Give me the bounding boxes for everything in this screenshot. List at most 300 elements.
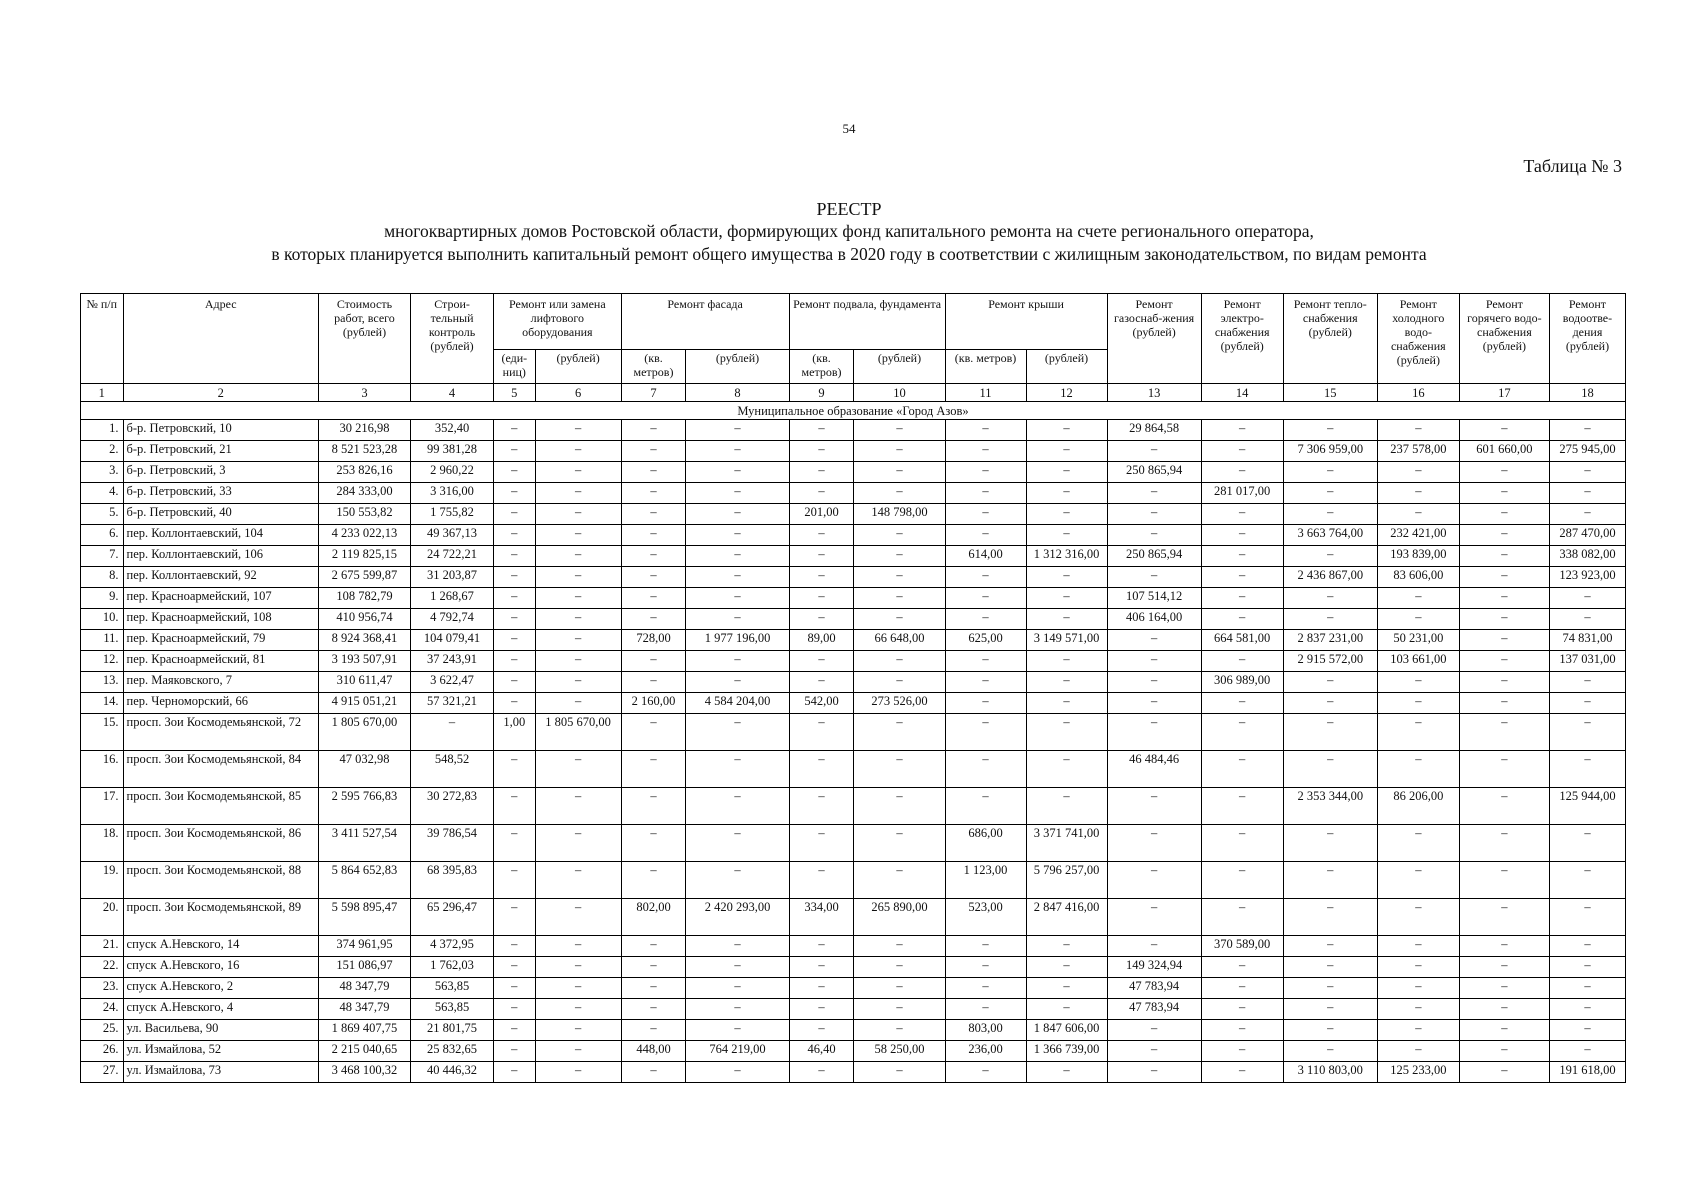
table-row: [81, 788, 1626, 825]
cell-row-number: 25.: [81, 1020, 124, 1041]
cell-construction-control: 1 762,03: [411, 957, 494, 978]
cell-electric-rub: –: [1201, 714, 1283, 751]
cell-heat-rub: –: [1283, 978, 1377, 999]
cell-row-number: 24.: [81, 999, 124, 1020]
cell-gas-rub: 250 865,94: [1107, 546, 1201, 567]
cell-hotwater-rub: –: [1459, 825, 1549, 862]
cell-lift-rub: –: [535, 504, 621, 525]
cell-lift-units: –: [494, 788, 536, 825]
cell-electric-rub: –: [1201, 751, 1283, 788]
cell-construction-control: 2 960,22: [411, 462, 494, 483]
cell-roof-rub: 1 366 739,00: [1026, 1041, 1107, 1062]
cell-facade-rub: –: [686, 714, 789, 751]
cell-roof-sqm: –: [945, 651, 1026, 672]
cell-gas-rub: –: [1107, 441, 1201, 462]
cell-gas-rub: 47 783,94: [1107, 999, 1201, 1020]
cell-address: ул. Измайлова, 52: [123, 1041, 318, 1062]
cell-roof-sqm: –: [945, 567, 1026, 588]
cell-basement-rub: 148 798,00: [854, 504, 945, 525]
cell-coldwater-rub: –: [1377, 936, 1459, 957]
cell-lift-units: –: [494, 1020, 536, 1041]
cell-basement-sqm: –: [789, 936, 854, 957]
cell-hotwater-rub: –: [1459, 999, 1549, 1020]
cell-roof-sqm: 625,00: [945, 630, 1026, 651]
cell-lift-units: –: [494, 441, 536, 462]
cell-construction-control: 99 381,28: [411, 441, 494, 462]
cell-coldwater-rub: –: [1377, 957, 1459, 978]
cell-roof-rub: –: [1026, 788, 1107, 825]
cell-facade-sqm: –: [621, 999, 686, 1020]
cell-facade-sqm: –: [621, 751, 686, 788]
cell-basement-rub: –: [854, 862, 945, 899]
cell-coldwater-rub: –: [1377, 588, 1459, 609]
cell-heat-rub: 2 353 344,00: [1283, 788, 1377, 825]
cell-construction-control: 37 243,91: [411, 651, 494, 672]
cell-cost-total: 150 553,82: [318, 504, 410, 525]
header-facade: Ремонт фасада: [621, 294, 789, 350]
cell-gas-rub: 406 164,00: [1107, 609, 1201, 630]
cell-cost-total: 2 119 825,15: [318, 546, 410, 567]
cell-roof-rub: –: [1026, 693, 1107, 714]
cell-row-number: 12.: [81, 651, 124, 672]
cell-lift-rub: –: [535, 788, 621, 825]
column-number: 15: [1283, 384, 1377, 402]
cell-construction-control: 68 395,83: [411, 862, 494, 899]
cell-construction-control: 25 832,65: [411, 1041, 494, 1062]
cell-lift-units: –: [494, 1062, 536, 1083]
cell-gas-rub: –: [1107, 651, 1201, 672]
cell-cost-total: 310 611,47: [318, 672, 410, 693]
table-row: [81, 899, 1626, 936]
cell-lift-units: –: [494, 957, 536, 978]
cell-gas-rub: –: [1107, 1041, 1201, 1062]
cell-basement-sqm: –: [789, 714, 854, 751]
cell-lift-rub: –: [535, 957, 621, 978]
cell-row-number: 4.: [81, 483, 124, 504]
cell-coldwater-rub: –: [1377, 609, 1459, 630]
header-coldwater: Ремонт холодного водо-снабжения (рублей): [1377, 294, 1459, 384]
cell-address: просп. Зои Космодемьянской, 72: [123, 714, 318, 751]
table-row: [81, 978, 1626, 999]
cell-facade-rub: –: [686, 999, 789, 1020]
cell-facade-rub: 2 420 293,00: [686, 899, 789, 936]
header-basement: Ремонт подвала, фундамента: [789, 294, 945, 350]
cell-facade-rub: –: [686, 420, 789, 441]
cell-row-number: 5.: [81, 504, 124, 525]
subheader-lift-rub: (рублей): [535, 350, 621, 384]
cell-lift-units: –: [494, 693, 536, 714]
cell-facade-sqm: –: [621, 462, 686, 483]
cell-row-number: 17.: [81, 788, 124, 825]
cell-hotwater-rub: –: [1459, 420, 1549, 441]
cell-gas-rub: 149 324,94: [1107, 957, 1201, 978]
cell-roof-rub: –: [1026, 462, 1107, 483]
cell-cost-total: 1 869 407,75: [318, 1020, 410, 1041]
cell-construction-control: 49 367,13: [411, 525, 494, 546]
cell-sewer-rub: –: [1549, 999, 1625, 1020]
cell-heat-rub: –: [1283, 672, 1377, 693]
column-number: 17: [1459, 384, 1549, 402]
cell-facade-rub: –: [686, 672, 789, 693]
cell-facade-rub: –: [686, 588, 789, 609]
cell-roof-sqm: 803,00: [945, 1020, 1026, 1041]
cell-basement-rub: –: [854, 525, 945, 546]
cell-lift-units: –: [494, 825, 536, 862]
cell-heat-rub: –: [1283, 420, 1377, 441]
cell-electric-rub: –: [1201, 567, 1283, 588]
cell-hotwater-rub: –: [1459, 751, 1549, 788]
cell-gas-rub: 47 783,94: [1107, 978, 1201, 999]
cell-construction-control: 40 446,32: [411, 1062, 494, 1083]
cell-coldwater-rub: –: [1377, 504, 1459, 525]
cell-facade-rub: –: [686, 978, 789, 999]
cell-electric-rub: –: [1201, 693, 1283, 714]
cell-basement-rub: –: [854, 420, 945, 441]
cell-roof-sqm: –: [945, 936, 1026, 957]
cell-sewer-rub: –: [1549, 862, 1625, 899]
cell-coldwater-rub: –: [1377, 714, 1459, 751]
header-num: № п/п: [81, 294, 124, 384]
header-lift: Ремонт или замена лифтового оборудования: [494, 294, 622, 350]
cell-roof-sqm: –: [945, 588, 1026, 609]
cell-electric-rub: 370 589,00: [1201, 936, 1283, 957]
table-row: [81, 462, 1626, 483]
column-number: 12: [1026, 384, 1107, 402]
header-control: Строи-тельный контроль (рублей): [411, 294, 494, 384]
cell-roof-rub: –: [1026, 567, 1107, 588]
cell-facade-rub: –: [686, 788, 789, 825]
cell-lift-units: –: [494, 899, 536, 936]
cell-hotwater-rub: –: [1459, 546, 1549, 567]
cell-coldwater-rub: –: [1377, 462, 1459, 483]
cell-construction-control: 352,40: [411, 420, 494, 441]
cell-hotwater-rub: –: [1459, 588, 1549, 609]
cell-lift-units: –: [494, 978, 536, 999]
cell-lift-rub: –: [535, 462, 621, 483]
table-row: [81, 751, 1626, 788]
cell-construction-control: 57 321,21: [411, 693, 494, 714]
cell-roof-sqm: 614,00: [945, 546, 1026, 567]
cell-electric-rub: –: [1201, 441, 1283, 462]
cell-construction-control: 1 755,82: [411, 504, 494, 525]
cell-lift-units: –: [494, 420, 536, 441]
cell-facade-sqm: –: [621, 978, 686, 999]
cell-electric-rub: –: [1201, 862, 1283, 899]
cell-roof-sqm: –: [945, 978, 1026, 999]
cell-row-number: 15.: [81, 714, 124, 751]
cell-basement-rub: –: [854, 751, 945, 788]
cell-cost-total: 410 956,74: [318, 609, 410, 630]
cell-roof-sqm: –: [945, 751, 1026, 788]
cell-sewer-rub: 287 470,00: [1549, 525, 1625, 546]
cell-facade-sqm: –: [621, 672, 686, 693]
cell-row-number: 21.: [81, 936, 124, 957]
cell-coldwater-rub: –: [1377, 999, 1459, 1020]
cell-facade-sqm: –: [621, 483, 686, 504]
cell-cost-total: 4 233 022,13: [318, 525, 410, 546]
cell-coldwater-rub: –: [1377, 483, 1459, 504]
cell-construction-control: 39 786,54: [411, 825, 494, 862]
cell-sewer-rub: –: [1549, 1041, 1625, 1062]
cell-basement-sqm: 201,00: [789, 504, 854, 525]
cell-basement-sqm: –: [789, 462, 854, 483]
cell-cost-total: 374 961,95: [318, 936, 410, 957]
cell-electric-rub: –: [1201, 957, 1283, 978]
cell-basement-sqm: –: [789, 751, 854, 788]
subheader-basement-sqm: (кв. метров): [789, 350, 854, 384]
cell-electric-rub: –: [1201, 609, 1283, 630]
cell-address: ул. Васильева, 90: [123, 1020, 318, 1041]
cell-electric-rub: –: [1201, 1062, 1283, 1083]
column-number: 10: [854, 384, 945, 402]
cell-basement-sqm: –: [789, 546, 854, 567]
cell-lift-rub: –: [535, 1041, 621, 1062]
cell-facade-sqm: –: [621, 714, 686, 751]
cell-lift-rub: –: [535, 936, 621, 957]
cell-facade-sqm: –: [621, 609, 686, 630]
cell-facade-rub: 764 219,00: [686, 1041, 789, 1062]
cell-facade-sqm: –: [621, 420, 686, 441]
cell-construction-control: 4 372,95: [411, 936, 494, 957]
cell-facade-rub: 1 977 196,00: [686, 630, 789, 651]
cell-basement-sqm: –: [789, 567, 854, 588]
cell-sewer-rub: –: [1549, 899, 1625, 936]
cell-address: б-р. Петровский, 40: [123, 504, 318, 525]
cell-cost-total: 30 216,98: [318, 420, 410, 441]
cell-electric-rub: –: [1201, 999, 1283, 1020]
cell-basement-sqm: 89,00: [789, 630, 854, 651]
cell-row-number: 23.: [81, 978, 124, 999]
cell-address: пер. Маяковского, 7: [123, 672, 318, 693]
cell-roof-rub: –: [1026, 651, 1107, 672]
cell-address: ул. Измайлова, 73: [123, 1062, 318, 1083]
cell-row-number: 19.: [81, 862, 124, 899]
cell-lift-rub: –: [535, 862, 621, 899]
cell-row-number: 26.: [81, 1041, 124, 1062]
cell-cost-total: 5 864 652,83: [318, 862, 410, 899]
header-address: Адрес: [123, 294, 318, 384]
cell-basement-rub: –: [854, 546, 945, 567]
cell-heat-rub: 3 663 764,00: [1283, 525, 1377, 546]
cell-heat-rub: –: [1283, 957, 1377, 978]
table-row: [81, 825, 1626, 862]
cell-coldwater-rub: –: [1377, 1020, 1459, 1041]
cell-cost-total: 3 468 100,32: [318, 1062, 410, 1083]
cell-basement-rub: –: [854, 714, 945, 751]
cell-gas-rub: –: [1107, 504, 1201, 525]
cell-facade-sqm: 448,00: [621, 1041, 686, 1062]
cell-roof-rub: 3 371 741,00: [1026, 825, 1107, 862]
table-row: [81, 441, 1626, 462]
cell-row-number: 22.: [81, 957, 124, 978]
cell-basement-sqm: 542,00: [789, 693, 854, 714]
cell-lift-rub: –: [535, 630, 621, 651]
cell-construction-control: 3 316,00: [411, 483, 494, 504]
cell-facade-sqm: –: [621, 788, 686, 825]
cell-construction-control: 3 622,47: [411, 672, 494, 693]
cell-basement-rub: –: [854, 672, 945, 693]
cell-sewer-rub: 137 031,00: [1549, 651, 1625, 672]
cell-lift-units: –: [494, 751, 536, 788]
cell-basement-rub: –: [854, 1062, 945, 1083]
cell-lift-units: –: [494, 546, 536, 567]
cell-facade-rub: –: [686, 1020, 789, 1041]
table-row: [81, 504, 1626, 525]
cell-electric-rub: –: [1201, 899, 1283, 936]
cell-roof-sqm: –: [945, 714, 1026, 751]
cell-lift-units: –: [494, 462, 536, 483]
cell-facade-sqm: –: [621, 1020, 686, 1041]
cell-facade-sqm: –: [621, 504, 686, 525]
cell-gas-rub: 107 514,12: [1107, 588, 1201, 609]
header-cost: Стоимость работ, всего (рублей): [318, 294, 410, 384]
cell-hotwater-rub: –: [1459, 899, 1549, 936]
table-row: [81, 546, 1626, 567]
cell-hotwater-rub: –: [1459, 462, 1549, 483]
column-number: 6: [535, 384, 621, 402]
cell-coldwater-rub: –: [1377, 693, 1459, 714]
cell-roof-rub: –: [1026, 609, 1107, 630]
cell-basement-rub: –: [854, 462, 945, 483]
cell-cost-total: 1 805 670,00: [318, 714, 410, 751]
cell-basement-rub: –: [854, 588, 945, 609]
cell-facade-rub: –: [686, 441, 789, 462]
cell-lift-rub: –: [535, 672, 621, 693]
table-row: [81, 588, 1626, 609]
cell-electric-rub: 281 017,00: [1201, 483, 1283, 504]
cell-lift-units: –: [494, 1041, 536, 1062]
cell-row-number: 1.: [81, 420, 124, 441]
cell-sewer-rub: 275 945,00: [1549, 441, 1625, 462]
cell-lift-units: –: [494, 630, 536, 651]
cell-facade-sqm: 802,00: [621, 899, 686, 936]
cell-basement-sqm: –: [789, 525, 854, 546]
table-row: [81, 862, 1626, 899]
cell-lift-units: –: [494, 504, 536, 525]
cell-electric-rub: –: [1201, 978, 1283, 999]
cell-roof-rub: –: [1026, 751, 1107, 788]
cell-basement-rub: –: [854, 483, 945, 504]
cell-roof-rub: 3 149 571,00: [1026, 630, 1107, 651]
cell-row-number: 27.: [81, 1062, 124, 1083]
subheader-basement-rub: (рублей): [854, 350, 945, 384]
cell-row-number: 7.: [81, 546, 124, 567]
cell-cost-total: 284 333,00: [318, 483, 410, 504]
cell-basement-sqm: 46,40: [789, 1041, 854, 1062]
cell-basement-rub: –: [854, 1020, 945, 1041]
cell-lift-rub: 1 805 670,00: [535, 714, 621, 751]
cell-coldwater-rub: 50 231,00: [1377, 630, 1459, 651]
cell-roof-sqm: 1 123,00: [945, 862, 1026, 899]
cell-gas-rub: –: [1107, 630, 1201, 651]
cell-lift-rub: –: [535, 609, 621, 630]
cell-lift-rub: –: [535, 825, 621, 862]
cell-roof-rub: 5 796 257,00: [1026, 862, 1107, 899]
cell-cost-total: 3 411 527,54: [318, 825, 410, 862]
cell-roof-rub: –: [1026, 936, 1107, 957]
cell-roof-rub: –: [1026, 483, 1107, 504]
cell-sewer-rub: –: [1549, 1020, 1625, 1041]
cell-cost-total: 108 782,79: [318, 588, 410, 609]
cell-basement-sqm: –: [789, 420, 854, 441]
cell-lift-units: –: [494, 999, 536, 1020]
cell-sewer-rub: –: [1549, 672, 1625, 693]
cell-sewer-rub: –: [1549, 751, 1625, 788]
cell-hotwater-rub: –: [1459, 862, 1549, 899]
cell-electric-rub: –: [1201, 1020, 1283, 1041]
cell-heat-rub: –: [1283, 999, 1377, 1020]
cell-electric-rub: 306 989,00: [1201, 672, 1283, 693]
cell-sewer-rub: –: [1549, 588, 1625, 609]
cell-basement-sqm: –: [789, 957, 854, 978]
cell-basement-rub: –: [854, 957, 945, 978]
cell-address: просп. Зои Космодемьянской, 85: [123, 788, 318, 825]
cell-address: пер. Красноармейский, 79: [123, 630, 318, 651]
cell-hotwater-rub: –: [1459, 957, 1549, 978]
cell-basement-rub: –: [854, 936, 945, 957]
cell-construction-control: 548,52: [411, 751, 494, 788]
cell-sewer-rub: –: [1549, 825, 1625, 862]
header-gas: Ремонт газоснаб-жения (рублей): [1107, 294, 1201, 384]
column-numbers-row: [81, 384, 1626, 402]
title-registry: РЕЕСТР: [816, 199, 882, 219]
cell-gas-rub: 29 864,58: [1107, 420, 1201, 441]
cell-hotwater-rub: –: [1459, 1062, 1549, 1083]
cell-roof-rub: –: [1026, 441, 1107, 462]
cell-gas-rub: –: [1107, 483, 1201, 504]
cell-roof-rub: –: [1026, 1062, 1107, 1083]
cell-coldwater-rub: –: [1377, 1041, 1459, 1062]
cell-construction-control: –: [411, 714, 494, 751]
cell-heat-rub: –: [1283, 588, 1377, 609]
cell-lift-rub: –: [535, 899, 621, 936]
cell-basement-rub: 273 526,00: [854, 693, 945, 714]
section-title: Муниципальное образование «Город Азов»: [81, 402, 1626, 420]
cell-roof-sqm: –: [945, 420, 1026, 441]
cell-heat-rub: 3 110 803,00: [1283, 1062, 1377, 1083]
cell-roof-sqm: 686,00: [945, 825, 1026, 862]
cell-sewer-rub: –: [1549, 462, 1625, 483]
cell-lift-rub: –: [535, 546, 621, 567]
cell-hotwater-rub: –: [1459, 609, 1549, 630]
cell-lift-units: –: [494, 609, 536, 630]
cell-address: пер. Коллонтаевский, 106: [123, 546, 318, 567]
table-row: [81, 420, 1626, 441]
cell-roof-sqm: –: [945, 693, 1026, 714]
cell-roof-sqm: –: [945, 957, 1026, 978]
cell-gas-rub: –: [1107, 1062, 1201, 1083]
cell-lift-rub: –: [535, 651, 621, 672]
cell-basement-sqm: –: [789, 862, 854, 899]
cell-facade-sqm: –: [621, 1062, 686, 1083]
cell-facade-sqm: –: [621, 525, 686, 546]
cell-roof-rub: –: [1026, 999, 1107, 1020]
cell-hotwater-rub: –: [1459, 936, 1549, 957]
cell-facade-rub: –: [686, 862, 789, 899]
cell-address: спуск А.Невского, 2: [123, 978, 318, 999]
cell-heat-rub: –: [1283, 825, 1377, 862]
cell-electric-rub: –: [1201, 651, 1283, 672]
cell-row-number: 11.: [81, 630, 124, 651]
cell-address: спуск А.Невского, 4: [123, 999, 318, 1020]
column-number: 5: [494, 384, 536, 402]
table-row: [81, 672, 1626, 693]
subheader-lift-units: (еди-ниц): [494, 350, 536, 384]
cell-sewer-rub: 191 618,00: [1549, 1062, 1625, 1083]
cell-sewer-rub: –: [1549, 957, 1625, 978]
cell-basement-sqm: 334,00: [789, 899, 854, 936]
cell-cost-total: 253 826,16: [318, 462, 410, 483]
